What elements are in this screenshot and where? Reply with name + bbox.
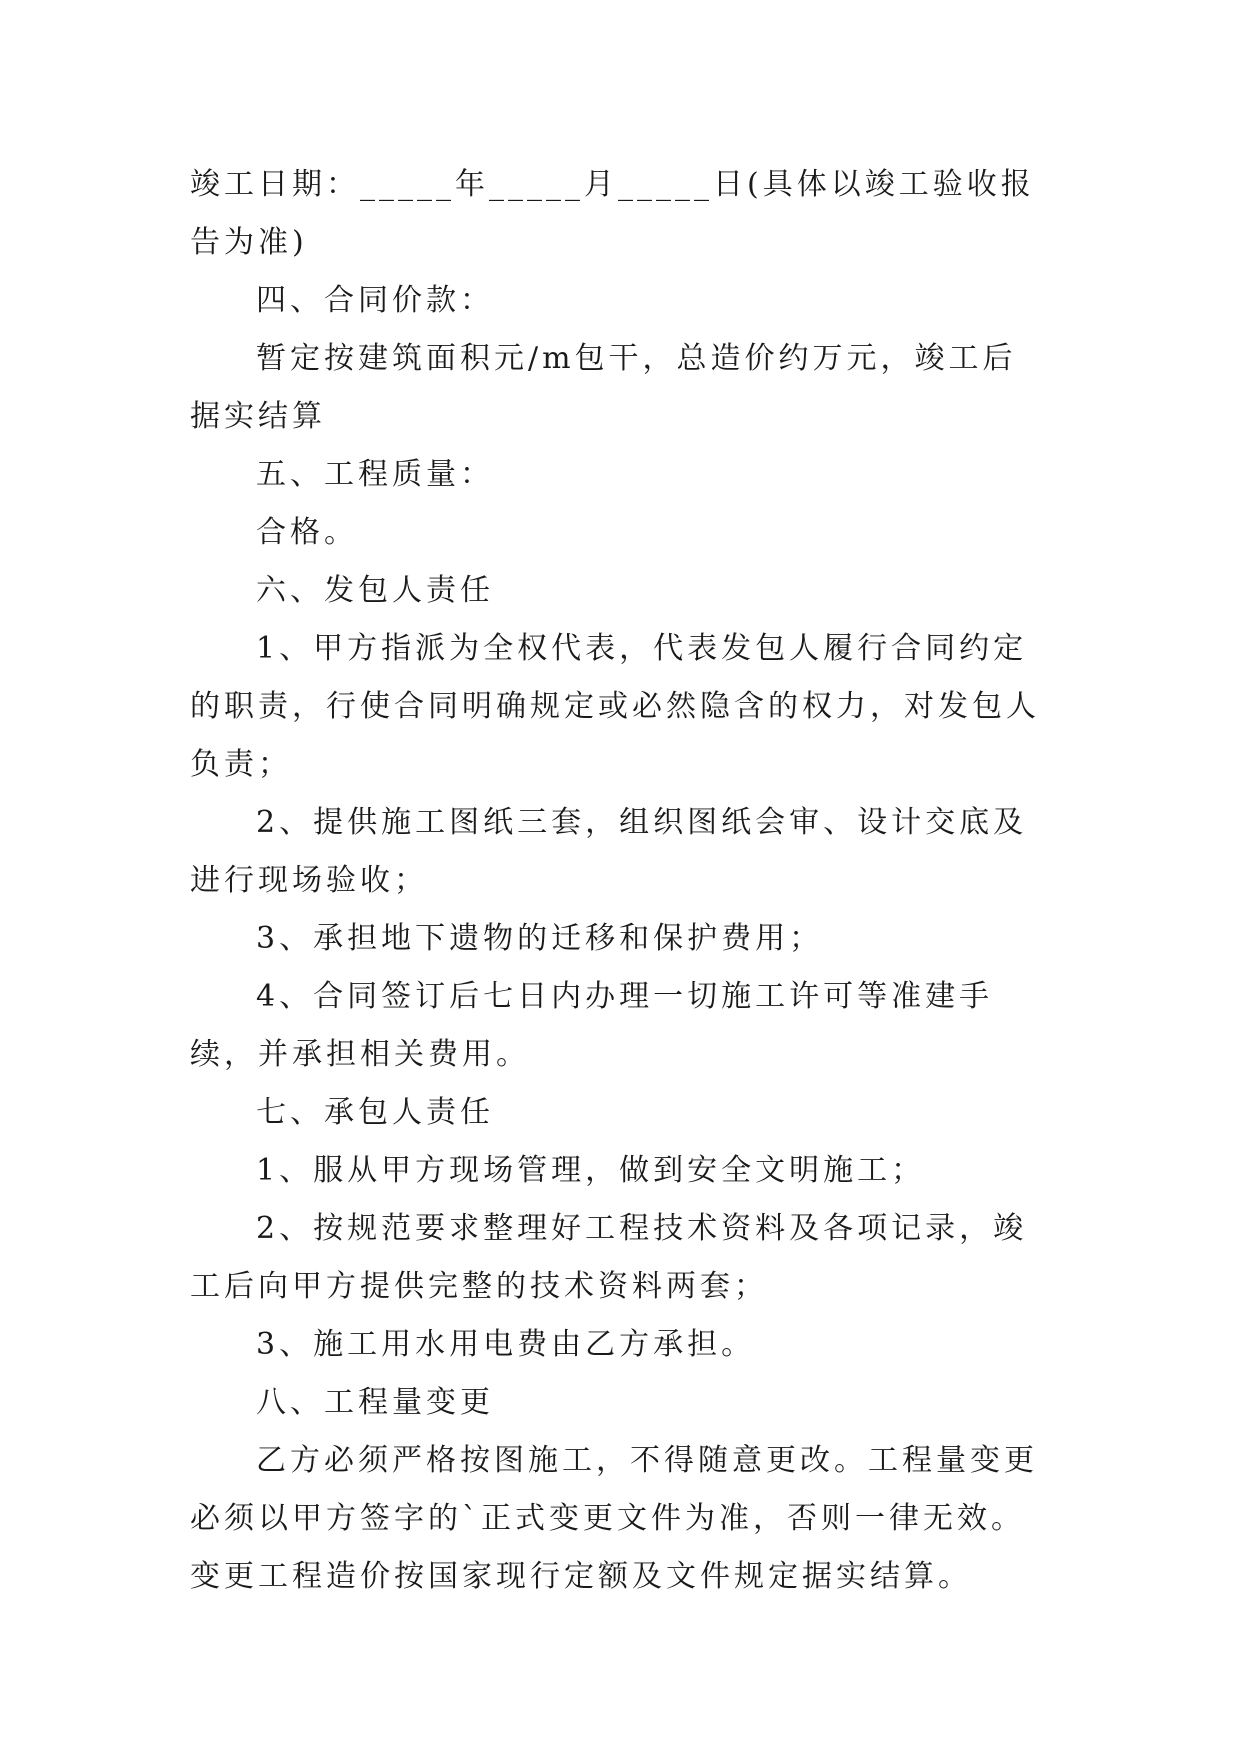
heading-quantity-change: 八、工程量变更 <box>256 1385 494 1420</box>
document-body <box>190 156 1050 1606</box>
employer-duty-item: 1、甲方指派为全权代表，代表发包人履行合同约定的职责，行使合同明确规定或必然隐含的权力，对发包人负责； <box>190 631 1040 782</box>
paragraph-quality: 合格。 <box>256 515 358 550</box>
paragraph-quantity-change: 乙方必须严格按图施工，不得随意更改。工程量变更必须以甲方签字的`正式变更文件为准，否则一律无效。变更工程造价按国家现行定额及文件规定据实结算。 <box>190 1443 1038 1594</box>
heading-project-quality: 五、工程质量： <box>256 457 494 492</box>
contractor-duty-item: 3、施工用水用电费由乙方承担。 <box>256 1327 756 1362</box>
employer-duty-item: 2、提供施工图纸三套，组织图纸会审、设计交底及进行现场验收； <box>190 805 1028 898</box>
heading-contractor-duties: 七、承包人责任 <box>256 1095 494 1130</box>
heading-employer-duties: 六、发包人责任 <box>256 573 494 608</box>
contractor-duty-item: 1、服从甲方现场管理，做到安全文明施工； <box>256 1153 926 1188</box>
contractor-duty-item: 2、按规范要求整理好工程技术资料及各项记录，竣工后向甲方提供完整的技术资料两套； <box>190 1211 1028 1304</box>
paragraph-price-terms: 暂定按建筑面积元/m包干，总造价约万元，竣工后据实结算 <box>190 341 1017 434</box>
heading-contract-price: 四、合同价款： <box>256 283 494 318</box>
employer-duty-item: 4、合同签订后七日内办理一切施工许可等准建手续，并承担相关费用。 <box>190 979 994 1072</box>
employer-duty-item: 3、承担地下遗物的迁移和保护费用； <box>256 921 824 956</box>
paragraph-completion-date: 竣工日期：_____年_____月_____日(具体以竣工验收报告为准) <box>190 167 1035 260</box>
